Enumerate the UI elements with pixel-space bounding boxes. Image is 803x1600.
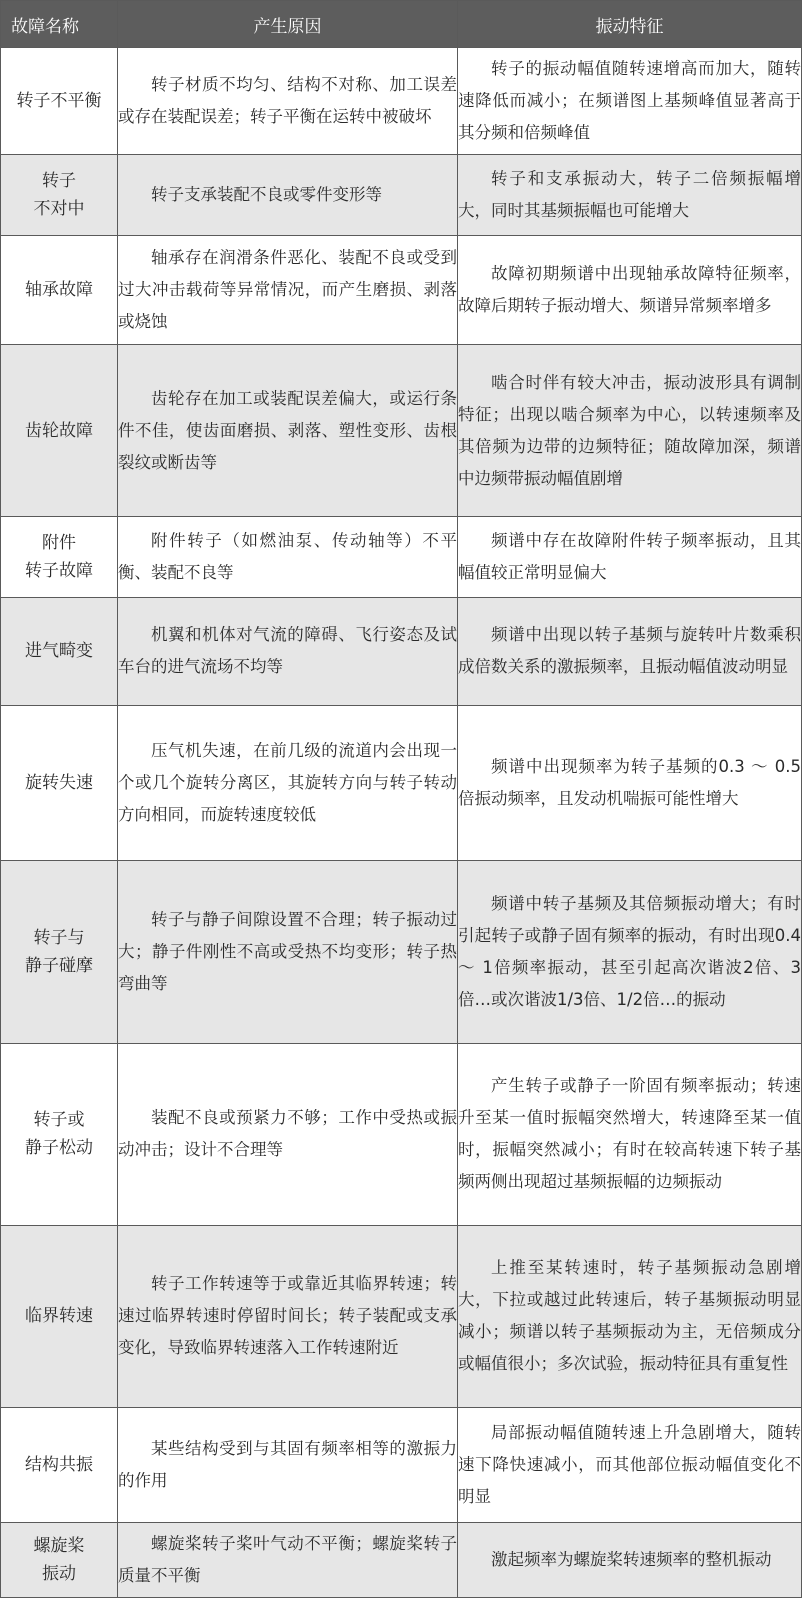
fault-cause: 转子支承装配不良或零件变形等 [118,155,458,236]
table-row [1,48,802,155]
fault-feature: 故障初期频谱中出现轴承故障特征频率，故障后期转子振动增大、频谱异常频率增多 [458,236,802,345]
header-feature: 振动特征 [458,1,802,48]
table-row [1,861,802,1043]
fault-cause: 轴承存在润滑条件恶化、装配不良或受到过大冲击载荷等异常情况，而产生磨损、剥落或烧蚀 [118,236,458,345]
fault-name [1,1043,118,1225]
fault-cause: 齿轮存在加工或装配误差偏大，或运行条件不佳，使齿面磨损、剥落、塑性变形、齿根裂纹或断齿等 [118,345,458,517]
table-row [1,1225,802,1407]
fault-feature: 产生转子或静子一阶固有频率振动；转速升至某一值时振幅突然增大，转速降至某一值时，振幅突然减小；有时在较高转速下转子基频两侧出现超过基频振幅的边频振动 [458,1043,802,1225]
fault-name-line: 转子故障 [25,561,93,582]
fault-name-line: 振动 [42,1564,76,1585]
table-row [1,1043,802,1225]
table-row [1,345,802,517]
table-row [1,236,802,345]
fault-name-line: 静子碰摩 [25,955,93,976]
fault-name-line: 旋转失速 [25,772,93,793]
fault-feature: 频谱中出现以转子基频与旋转叶片数乘积成倍数关系的激振频率，且振动幅值波动明显 [458,598,802,705]
fault-name-line: 转子或 [33,1110,85,1131]
fault-name [1,1407,118,1522]
fault-name [1,517,118,598]
fault-name [1,1225,118,1407]
table-row [1,1407,802,1522]
fault-name [1,155,118,236]
fault-cause: 转子与静子间隙设置不合理；转子振动过大；静子件刚性不高或受热不均变形；转子热弯曲等 [118,861,458,1043]
table-row [1,155,802,236]
table-header-row [1,1,802,48]
fault-name-line: 进气畸变 [25,641,93,662]
fault-feature: 激起频率为螺旋桨转速频率的整机振动 [458,1523,802,1598]
fault-name-line: 结构共振 [25,1454,93,1475]
fault-name-line: 转子不平衡 [16,91,102,112]
fault-cause: 某些结构受到与其固有频率相等的激振力的作用 [118,1407,458,1522]
fault-name-line: 附件 [42,533,76,554]
fault-name-line: 齿轮故障 [25,420,93,441]
header-fault-name: 故障名称 [1,1,118,48]
fault-name-line: 转子与 [33,927,85,948]
header-cause: 产生原因 [118,1,458,48]
fault-feature: 频谱中出现频率为转子基频的0.3 ～ 0.5倍振动频率，且发动机喘振可能性增大 [458,705,802,861]
fault-name-line: 不对中 [33,199,85,220]
fault-cause: 转子工作转速等于或靠近其临界转速；转速过临界转速时停留时间长；转子装配或支承变化，导致临界转速落入工作转速附近 [118,1225,458,1407]
fault-feature: 局部振动幅值随转速上升急剧增大，随转速下降快速减小，而其他部位振动幅值变化不明显 [458,1407,802,1522]
fault-name [1,861,118,1043]
fault-name [1,705,118,861]
fault-name-line: 螺旋桨 [33,1536,85,1557]
table-row [1,705,802,861]
fault-name [1,345,118,517]
table-row [1,1523,802,1598]
fault-name [1,1523,118,1598]
fault-feature: 上推至某转速时，转子基频振动急剧增大，下拉或越过此转速后，转子基频振动明显减小；频谱以转子基频振动为主，无倍频成分或幅值很小；多次试验，振动特征具有重复性 [458,1225,802,1407]
fault-cause: 压气机失速，在前几级的流道内会出现一个或几个旋转分离区，其旋转方向与转子转动方向相同，而旋转速度较低 [118,705,458,861]
fault-name-line: 临界转速 [25,1306,93,1327]
table-row [1,517,802,598]
fault-cause: 附件转子（如燃油泵、传动轴等）不平衡、装配不良等 [118,517,458,598]
fault-name [1,48,118,155]
fault-name [1,236,118,345]
fault-cause: 装配不良或预紧力不够；工作中受热或振动冲击；设计不合理等 [118,1043,458,1225]
fault-feature: 频谱中存在故障附件转子频率振动，且其幅值较正常明显偏大 [458,517,802,598]
fault-cause: 螺旋桨转子桨叶气动不平衡；螺旋桨转子质量不平衡 [118,1523,458,1598]
fault-name-line: 轴承故障 [25,280,93,301]
fault-name [1,598,118,705]
fault-cause: 机翼和机体对气流的障碍、飞行姿态及试车台的进气流场不均等 [118,598,458,705]
fault-feature: 啮合时伴有较大冲击，振动波形具有调制特征；出现以啮合频率为中心，以转速频率及其倍频为边带的边频特征；随故障加深，频谱中边频带振动幅值剧增 [458,345,802,517]
table-row [1,598,802,705]
fault-cause: 转子材质不均匀、结构不对称、加工误差或存在装配误差；转子平衡在运转中被破坏 [118,48,458,155]
fault-feature: 频谱中转子基频及其倍频振动增大；有时引起转子或静子固有频率的振动，有时出现0.4 ～ 1倍频率振动，甚至引起高次谐波2倍、3倍…或次谐波1/3倍、1/2倍…的振动 [458,861,802,1043]
fault-feature: 转子的振动幅值随转速增高而加大，随转速降低而减小；在频谱图上基频峰值显著高于其分频和倍频峰值 [458,48,802,155]
fault-feature: 转子和支承振动大，转子二倍频振幅增大，同时其基频振幅也可能增大 [458,155,802,236]
fault-name-line: 转子 [42,171,76,192]
fault-name-line: 静子松动 [25,1138,93,1159]
